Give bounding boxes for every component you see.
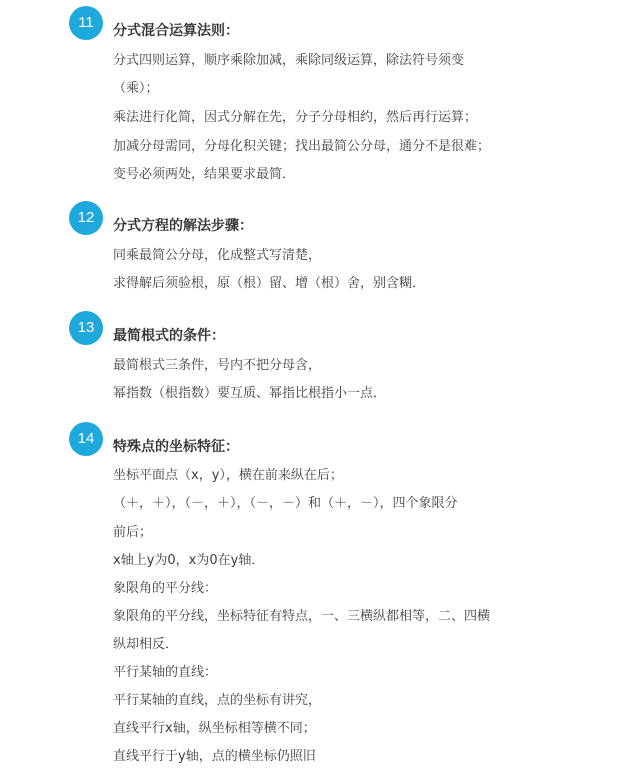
rule-line: 最简根式三条件，号内不把分母含， <box>113 358 322 373</box>
rule-line: 同乘最简公分母，化成整式写清楚， <box>113 248 322 263</box>
rule-line: 前后； <box>113 525 153 540</box>
rule-line: 象限角的平分线，坐标特征有特点，一、三横纵都相等，二、四横 <box>113 609 491 624</box>
rule-line: 乘法进行化简，因式分解在先，分子分母相约，然后再行运算； <box>113 110 478 125</box>
section-number-badge: 14 <box>69 422 103 456</box>
section-number-badge: 11 <box>69 6 103 40</box>
section-title: 最简根式的条件： <box>113 328 225 344</box>
rule-line: （乘）； <box>113 81 159 96</box>
rule-line: x轴上y为0，x为0在y轴． <box>113 553 265 568</box>
rule-line: 变号必须两处，结果要求最简． <box>113 167 296 182</box>
rule-line: （＋，＋），（－，＋），（－，－）和（＋，－），四个象限分 <box>113 496 458 511</box>
rule-line: 加减分母需同，分母化积关键；找出最简公分母，通分不是很难； <box>113 139 491 154</box>
rule-line: 纵却相反． <box>113 637 179 652</box>
rule-line: 分式四则运算，顺序乘除加减，乘除同级运算，除法符号须变 <box>113 53 465 68</box>
section-number-badge: 12 <box>69 201 103 235</box>
rule-line: 求得解后须验根，原（根）留、增（根）舍，别含糊． <box>113 276 426 291</box>
section-number-badge: 13 <box>69 311 103 345</box>
section-title: 分式方程的解法步骤： <box>113 218 253 234</box>
rule-line: 象限角的平分线： <box>113 581 218 596</box>
rule-line: 平行某轴的直线，点的坐标有讲究， <box>113 693 322 708</box>
rule-line: 直线平行于y轴，点的横坐标仍照旧 <box>113 749 316 764</box>
rule-line: 直线平行x轴，纵坐标相等横不同； <box>113 721 316 736</box>
rule-line: 幂指数（根指数）要互质、幂指比根指小一点． <box>113 386 387 401</box>
section-title: 特殊点的坐标特征： <box>113 439 239 455</box>
rule-line: 平行某轴的直线： <box>113 665 218 680</box>
rule-line: 坐标平面点（x，y），横在前来纵在后； <box>113 468 343 483</box>
section-title: 分式混合运算法则： <box>113 23 239 39</box>
